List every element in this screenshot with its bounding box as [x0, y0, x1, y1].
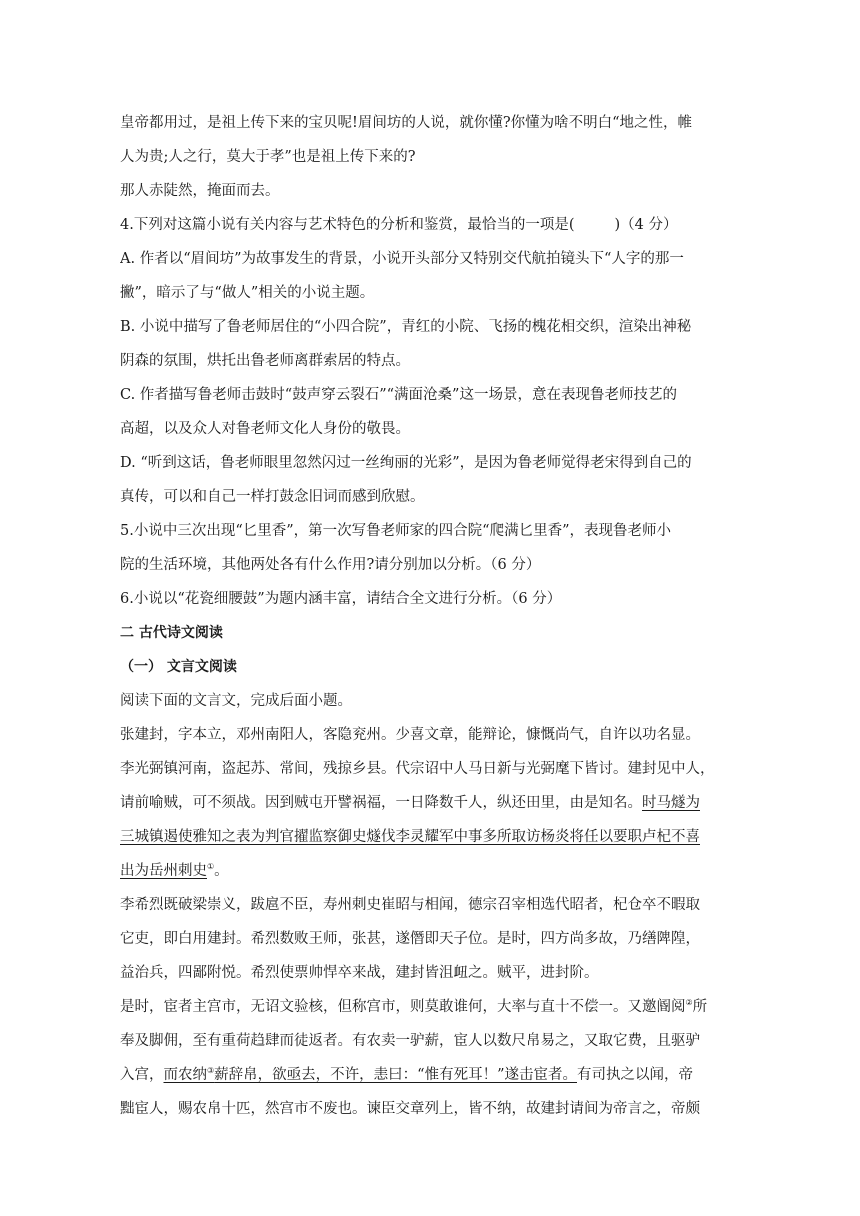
document-page	[120, 106, 742, 1126]
passage-line: 奉及脚佣，至有重荷趋肆而徒返者。有农卖一驴薪，宦人以数尺帛易之，又取它费，且驱驴	[120, 1033, 700, 1049]
underlined-sentence: 而农纳③薪辞帛，欲亟去，不许，恚曰：“惟有死耳！”遂击宦者。	[163, 1066, 577, 1083]
passage-line	[120, 820, 742, 854]
question-6: 6.小说以“花瓷细腰鼓”为题内涵丰富，请结合全文进行分析。（6 分）	[120, 591, 562, 607]
underlined-sentence: 时马燧为	[642, 795, 700, 811]
underlined-sentence: 出为岳州刺史	[120, 863, 207, 879]
footnote-marker: ③	[207, 1066, 215, 1076]
text-line: 皇帝都用过，是祖上传下来的宝贝呢!眉间坊的人说，就你懂?你懂为啥不明白“地之性，帷	[120, 115, 693, 131]
passage-line: 出为岳州刺史①。	[120, 862, 229, 879]
option-b-line: 阴森的氛围，烘托出鲁老师离群索居的特点。	[120, 353, 410, 369]
text-line: 人为贵;人之行，莫大于孝”也是祖上传下来的?	[120, 149, 416, 165]
passage-line: 请前喻贼，可不须战。因到贼屯开譬祸福，一日降数千人，纵还田里，由是知名。时马燧为	[120, 795, 700, 811]
passage-line: 是时，宦者主宫市，无诏文验核，但称宫市，则莫敢谁何，大率与直十不偿一。又邀阍阅②所	[120, 998, 708, 1015]
option-a-line: A. 作者以“眉间坊”为故事发生的背景，小说开头部分又特别交代航拍镜头下“人字的那一	[120, 251, 684, 267]
option-d-line: D. “听到这话，鲁老师眼里忽然闪过一丝绚丽的光彩”，是因为鲁老师觉得老宋得到自己的	[120, 455, 692, 471]
passage-line: 益治兵，四鄙附悦。希烈使票帅悍卒来战，建封皆沮衄之。贼平，进封阶。	[120, 965, 599, 981]
footnote-marker: ①	[207, 862, 215, 872]
passage-line: 李光弼镇河南，盗起苏、常间，残掠乡县。代宗诏中人马日新与光弼麾下皆讨。建封见中人，	[120, 761, 715, 777]
passage-line: 张建封，字本立，邓州南阳人，客隐兖州。少喜文章，能辩论，慷慨尚气，自许以功名显。	[120, 727, 700, 743]
passage-line: 入宫，而农纳③薪辞帛，欲亟去，不许，恚曰：“惟有死耳！”遂击宦者。有司执之以闻，帝	[120, 1066, 693, 1083]
question-5-line: 5.小说中三次出现“匕里香”，第一次写鲁老师家的四合院“爬满匕里香”，表现鲁老师小	[120, 523, 671, 539]
instruction: 阅读下面的文言文，完成后面小题。	[120, 693, 352, 709]
text-line: 那人赤陡然，掩面而去。	[120, 183, 280, 199]
option-b-line: B. 小说中描写了鲁老师居住的“小四合院”，青红的小院、飞扬的槐花相交织，渲染出神秘	[120, 319, 692, 335]
underlined-sentence: 三城镇遏使雅知之表为判官擢监察御史燧伐李灵耀军中事多所取访杨炎将任以要职卢杞不喜	[120, 829, 700, 845]
question-5-line: 院的生活环境，其他两处各有什么作用?请分别加以分析。（6 分）	[120, 557, 541, 573]
option-d-line: 真传，可以和自己一样打鼓念旧词而感到欣慰。	[120, 489, 425, 505]
passage-line: 李希烈既破梁崇义，跋扈不臣，寿州刺史崔昭与相闻，德宗召宰相选代昭者，杞仓卒不暇取	[120, 897, 700, 913]
option-c-line: C. 作者描写鲁老师击鼓时“鼓声穿云裂石”“满面沧桑”这一场景，意在表现鲁老师技艺的	[120, 387, 677, 403]
question-4-stem: 4.下列对这篇小说有关内容与艺术特色的分析和鉴赏，最恰当的一项是( )（4 分）	[120, 217, 678, 233]
passage-line: 它吏，即白用建封。希烈数败王师，张甚，遂僭即天子位。是时，四方尚多故，乃缮陴隍，	[120, 931, 700, 947]
subsection-title: （一） 文言文阅读	[120, 659, 237, 675]
option-a-line: 撇”，暗示了与“做人”相关的小说主题。	[120, 285, 375, 301]
option-c-line: 高超，以及众人对鲁老师文化人身份的敬畏。	[120, 421, 410, 437]
passage-line: 黜宦人，赐农帛十匹，然宫市不废也。谏臣交章列上，皆不纳，故建封请间为帝言之，帝颇	[120, 1101, 700, 1117]
section-title: 二 古代诗文阅读	[120, 625, 223, 641]
footnote-marker: ②	[685, 998, 693, 1008]
